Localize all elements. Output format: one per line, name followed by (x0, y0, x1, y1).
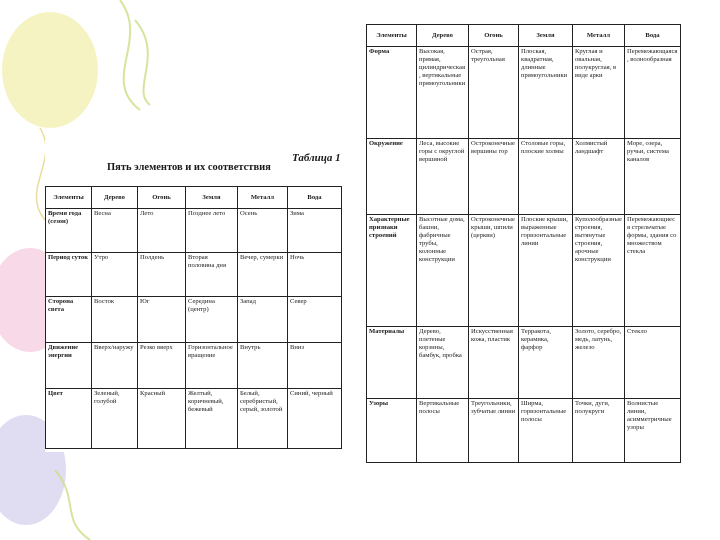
table-row (367, 47, 681, 139)
table-cell: Остроконечные вершины гор (469, 139, 519, 215)
table-header-row (46, 187, 342, 209)
table-cell: Вверх/наружу (92, 343, 138, 389)
table-cell: Перемежающаяся, волнообразная (625, 47, 681, 139)
table-cell: Плоские крыши, выраженные горизонтальные линии (519, 215, 573, 327)
table-cell: Красный (138, 389, 186, 449)
table-cell: Середина (центр) (186, 297, 238, 343)
header-cell: Дерево (417, 25, 469, 47)
table-cell: Вертикальные полосы (417, 399, 469, 463)
table-cell: Резко вверх (138, 343, 186, 389)
table-cell: Леса, высокие горы с округлой вершиной (417, 139, 469, 215)
table-row (46, 209, 342, 253)
table-cell: Внутрь (238, 343, 288, 389)
table-cell: Запад (238, 297, 288, 343)
table-cell: Ширма, горизонтальные полосы (519, 399, 573, 463)
left-scanned-page (45, 140, 343, 452)
table-cell: Синий, черный (288, 389, 342, 449)
header-cell: Элементы (367, 25, 417, 47)
table-row (46, 389, 342, 449)
row-header-cell: Узоры (367, 399, 417, 463)
table-cell: Юг (138, 297, 186, 343)
table-cell: Холмистый ландшафт (573, 139, 625, 215)
table-cell: Плоская, квадратная, длинные прямоугольники (519, 47, 573, 139)
table-row (367, 399, 681, 463)
table-cell: Вниз (288, 343, 342, 389)
table-cell: Дерево, плетеные корзины, бамбук, пробка (417, 327, 469, 399)
header-cell: Дерево (92, 187, 138, 209)
table-cell: Море, озера, ручьи, система каналов (625, 139, 681, 215)
table-cell: Стекло (625, 327, 681, 399)
yellow-balloon (2, 12, 98, 128)
table-cell: Остроконечные крыши, шпили (церкви) (469, 215, 519, 327)
header-cell: Земля (519, 25, 573, 47)
table-row (46, 343, 342, 389)
table-cell: Полдень (138, 253, 186, 297)
table-cell: Желтый, коричневый, бежевый (186, 389, 238, 449)
header-cell: Металл (238, 187, 288, 209)
table-cell: Восток (92, 297, 138, 343)
row-header-cell: Цвет (46, 389, 92, 449)
row-header-cell: Время года (сезон) (46, 209, 92, 253)
table-cell: Острая, треугольная (469, 47, 519, 139)
elements-correspondence-table (45, 186, 342, 449)
table-cell: Вечер, сумерки (238, 253, 288, 297)
table-cell: Горизонтальное вращение (186, 343, 238, 389)
table-cell: Позднее лето (186, 209, 238, 253)
table-row (367, 139, 681, 215)
table-cell: Север (288, 297, 342, 343)
header-cell: Огонь (469, 25, 519, 47)
header-cell: Земля (186, 187, 238, 209)
header-cell: Вода (288, 187, 342, 209)
table-cell: Высотные дома, башни, фабричные трубы, колонные конструкции (417, 215, 469, 327)
table-title: Пять элементов и их соответствия (107, 162, 271, 173)
elements-attributes-table (366, 24, 681, 463)
row-header-cell: Форма (367, 47, 417, 139)
green-swirl (120, 0, 150, 110)
table-cell: Искусственная кожа, пластик (469, 327, 519, 399)
table-row (367, 327, 681, 399)
table-cell: Терракота, керамика, фарфор (519, 327, 573, 399)
header-cell: Элементы (46, 187, 92, 209)
row-header-cell: Окружение (367, 139, 417, 215)
table-cell: Зеленый, голубой (92, 389, 138, 449)
row-header-cell: Материалы (367, 327, 417, 399)
header-cell: Огонь (138, 187, 186, 209)
row-header-cell: Движение энергии (46, 343, 92, 389)
table-row (46, 297, 342, 343)
table-cell: Золото, серебро, медь, латунь, железо (573, 327, 625, 399)
table-cell: Ночь (288, 253, 342, 297)
table-cell: Куполообразные строения, вытянутые строения, арочные конструкции (573, 215, 625, 327)
table-cell: Вторая половина дня (186, 253, 238, 297)
header-cell: Вода (625, 25, 681, 47)
row-header-cell: Период суток (46, 253, 92, 297)
table-cell: Треугольники, зубчатые линии (469, 399, 519, 463)
table-cell: Весна (92, 209, 138, 253)
row-header-cell: Сторона света (46, 297, 92, 343)
right-scanned-page (362, 20, 680, 462)
table-cell: Круглая и овальная, полукруглая, в виде арки (573, 47, 625, 139)
table-cell: Столовые горы, плоские холмы (519, 139, 573, 215)
table-cell: Лето (138, 209, 186, 253)
table-number: Таблица 1 (292, 152, 341, 164)
table-cell: Осень (238, 209, 288, 253)
table-row (46, 253, 342, 297)
table-cell: Точки, дуги, полукруги (573, 399, 625, 463)
row-header-cell: Характерные признаки строений (367, 215, 417, 327)
table-cell: Перемежающиеся стрельчатые формы, здания со множеством стекла (625, 215, 681, 327)
table-row (367, 215, 681, 327)
table-cell: Утро (92, 253, 138, 297)
table-cell: Высокая, прямая, цилиндрическая, вертикальные прямоугольники (417, 47, 469, 139)
table-cell: Волнистые линии, асимметричные узоры (625, 399, 681, 463)
table-cell: Белый, серебристый, серый, золотой (238, 389, 288, 449)
header-cell: Металл (573, 25, 625, 47)
table-header-row (367, 25, 681, 47)
table-cell: Зима (288, 209, 342, 253)
